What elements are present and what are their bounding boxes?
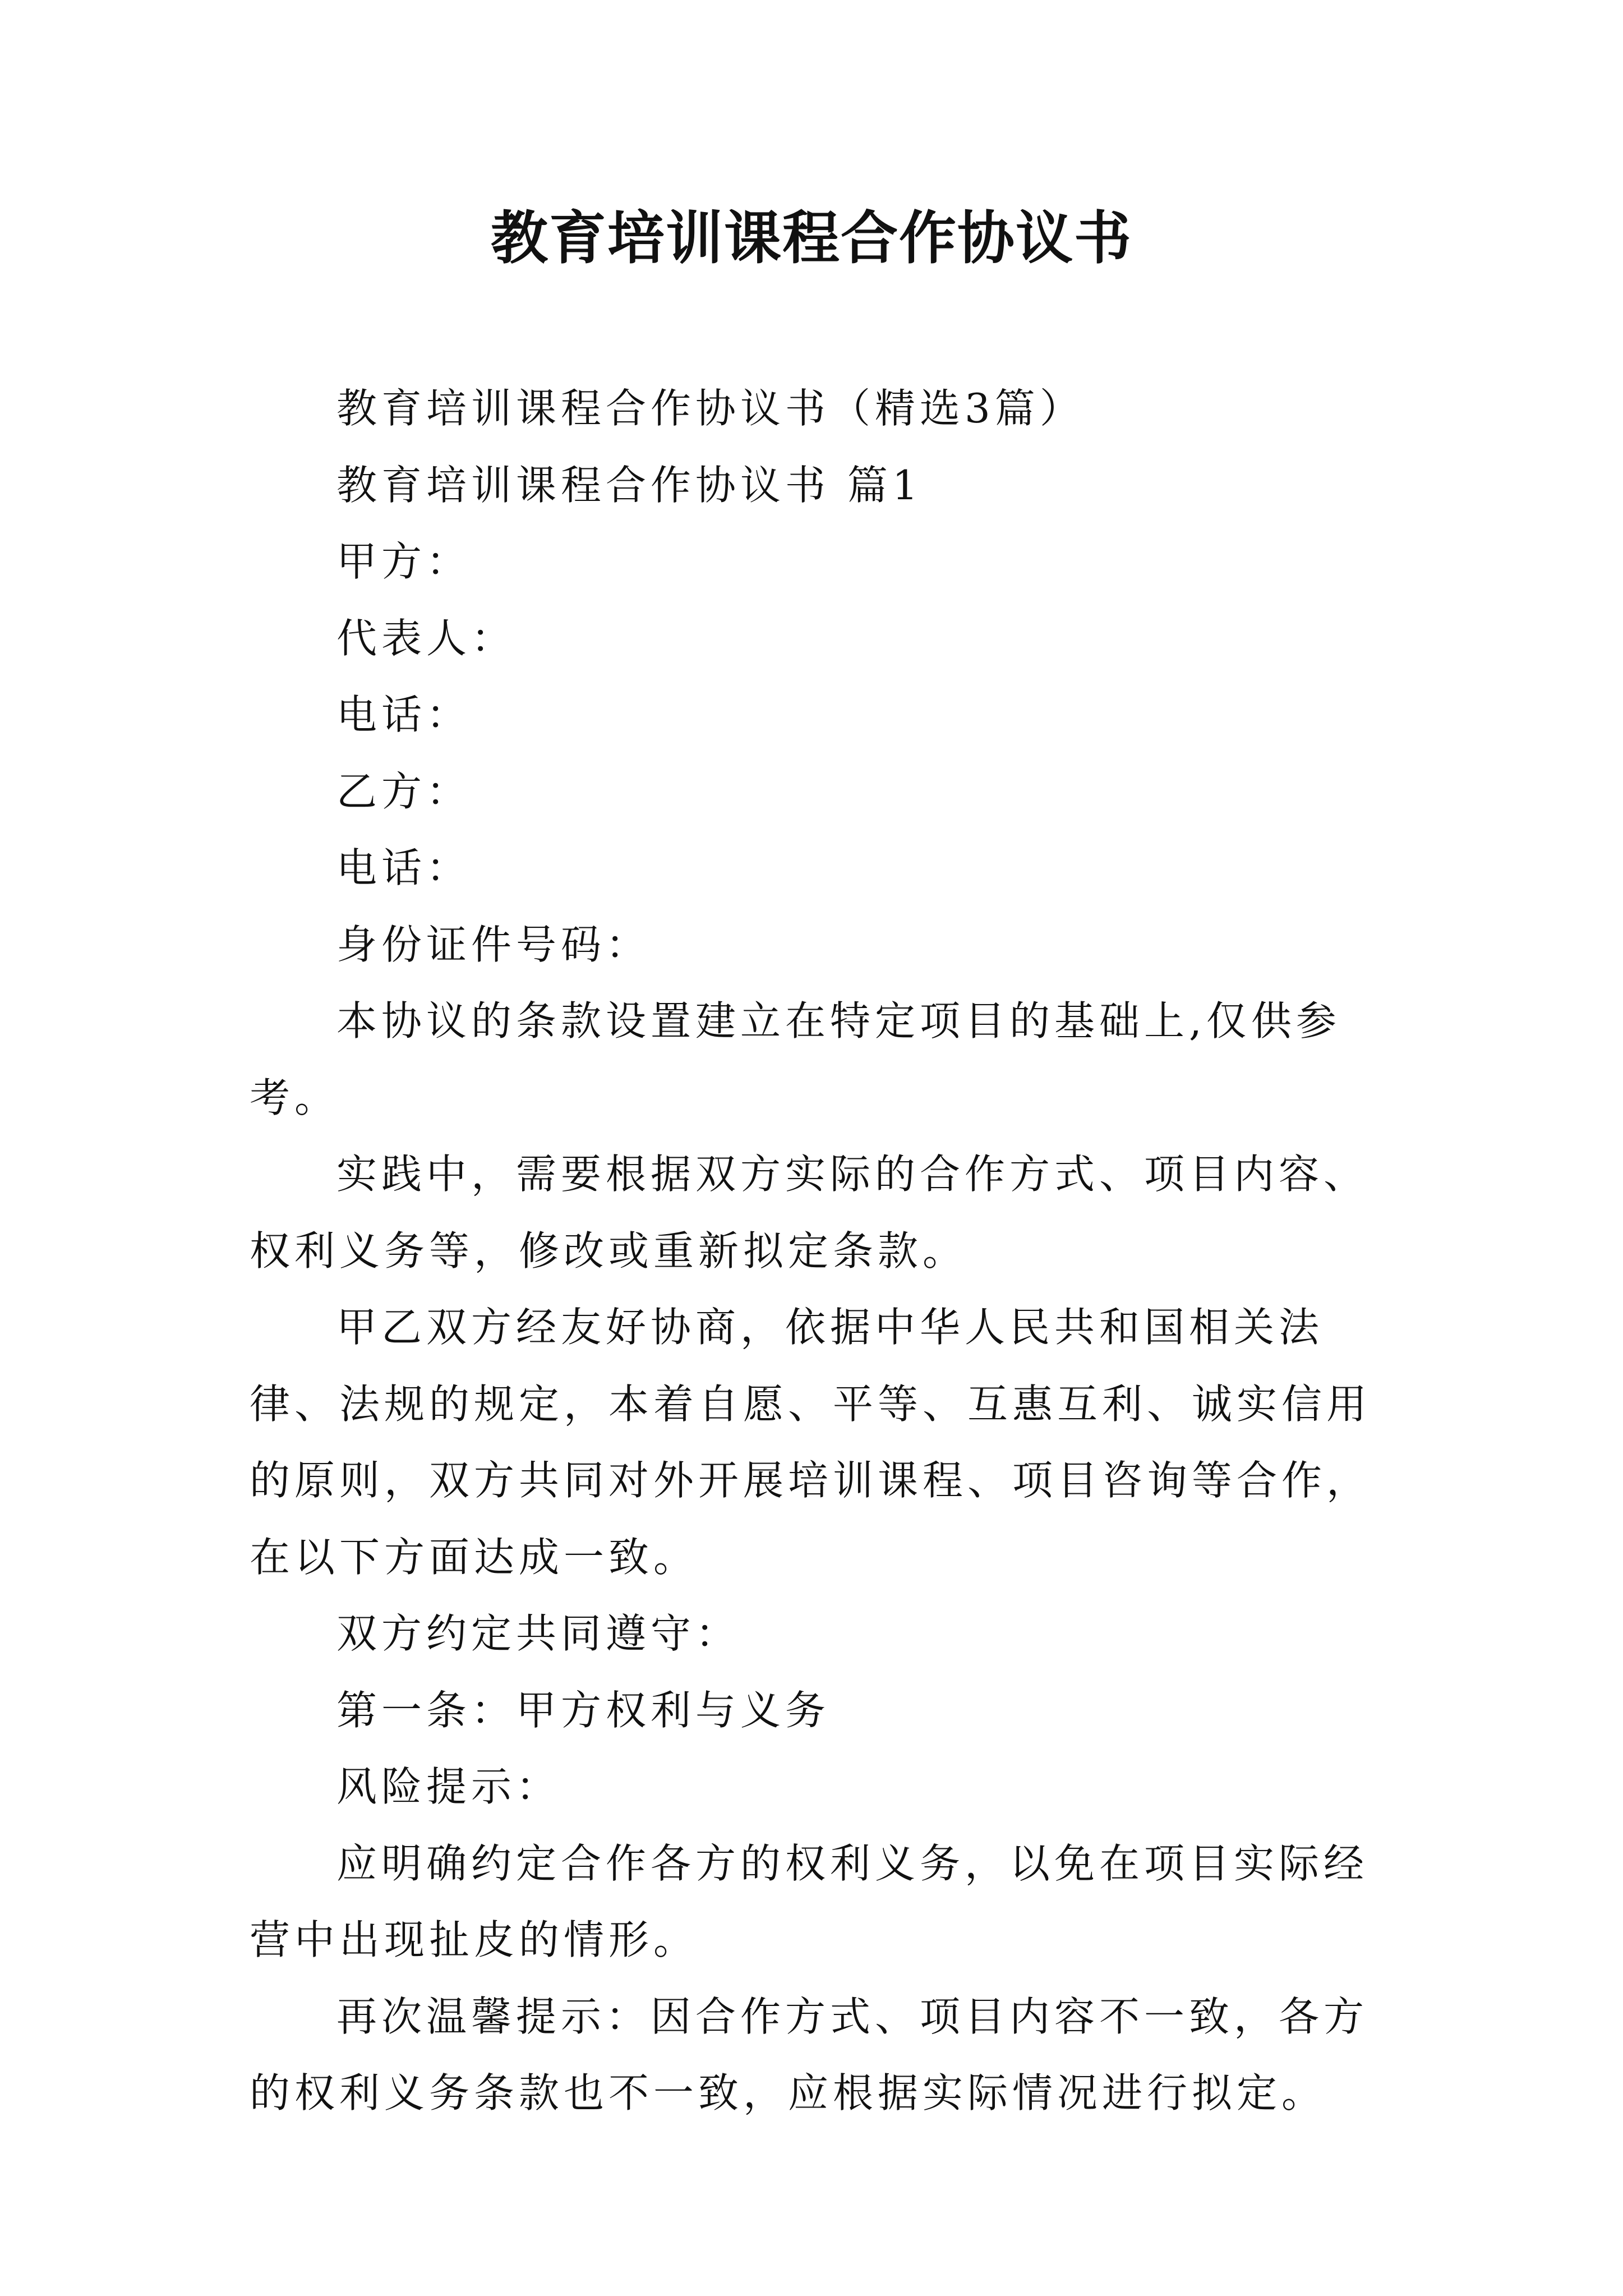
field-party-b: 乙方： xyxy=(336,767,472,815)
document-body xyxy=(250,370,1394,2132)
field-id-number: 身份证件号码： xyxy=(336,921,651,968)
paragraph-risk-tip: 应明确约定合作各方的权利义务，以免在项目实际经营中出现扯皮的情形。 xyxy=(250,1839,1369,1963)
paragraph-reminder: 再次温馨提示：因合作方式、项目内容不一致，各方的权利义务条款也不一致，应根据实际情况进行拟定。 xyxy=(250,1993,1369,2116)
field-phone-a: 电话： xyxy=(336,691,472,738)
paragraph-disclaimer: 本协议的条款设置建立在特定项目的基础上,仅供参考。 xyxy=(250,997,1341,1121)
paragraph-agreement-basis: 甲乙双方经友好协商，依据中华人民共和国相关法律、法规的规定，本着自愿、平等、互惠互利、诚实信用的原则，双方共同对外开展培训课程、项目咨询等合作，在以下方面达成一致。 xyxy=(250,1304,1372,1581)
article-one-heading: 第一条：甲方权利与义务 xyxy=(336,1686,831,1734)
paragraph-subtitle: 教育培训课程合作协议书（精选3篇） xyxy=(336,385,1085,432)
paragraph-mutual-compliance: 双方约定共同遵守： xyxy=(336,1610,741,1657)
field-representative: 代表人： xyxy=(336,614,517,662)
paragraph-practice-note: 实践中，需要根据双方实际的合作方式、项目内容、权利义务等，修改或重新拟定条款。 xyxy=(250,1151,1369,1274)
paragraph-section-heading: 教育培训课程合作协议书 篇1 xyxy=(336,461,923,509)
document-title: 教育培训课程合作协议书 xyxy=(491,205,1132,272)
field-party-a: 甲方： xyxy=(336,538,472,585)
risk-tip-label: 风险提示： xyxy=(336,1763,561,1810)
field-phone-b: 电话： xyxy=(336,844,472,891)
